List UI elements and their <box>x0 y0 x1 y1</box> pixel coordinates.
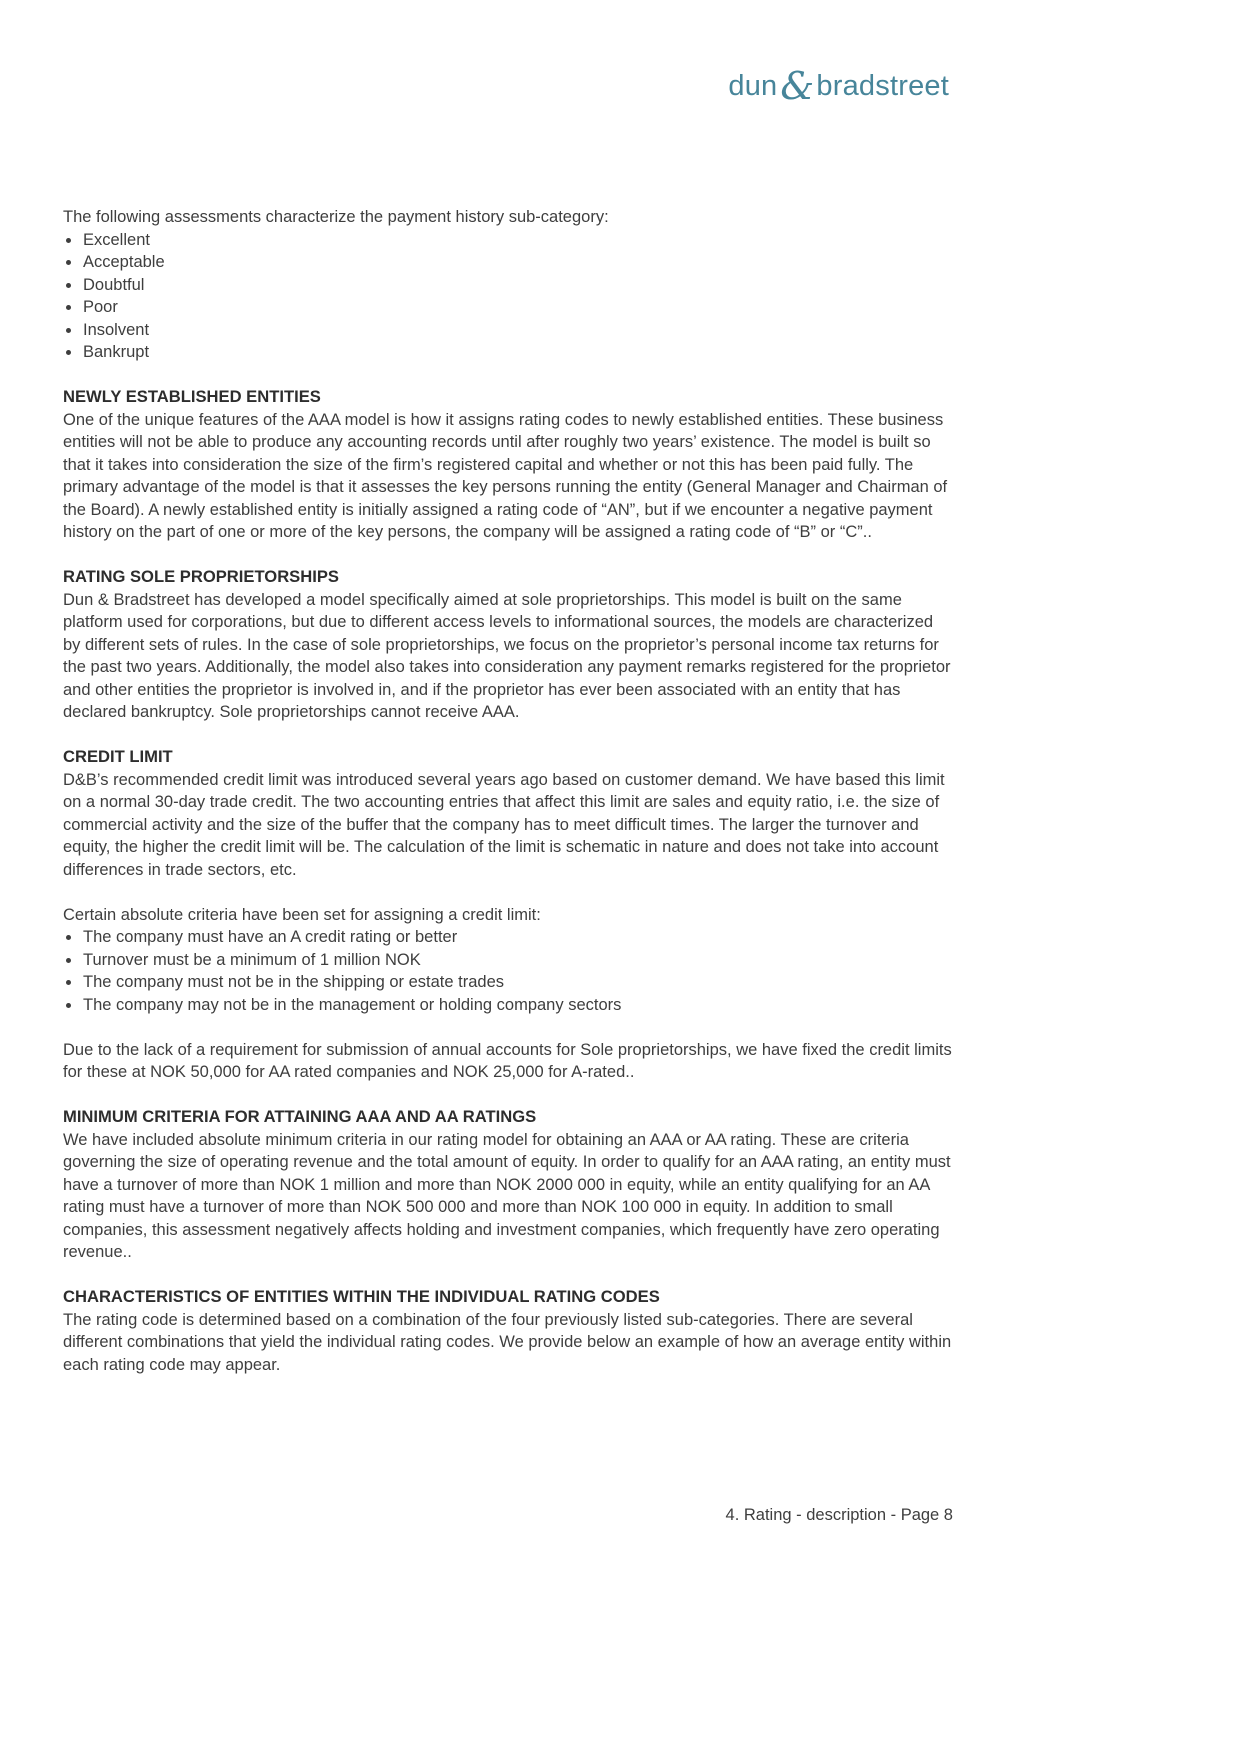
credit-limit-note: Due to the lack of a requirement for submission of annual accounts for Sole proprietorships, we have fixed the credit limits for these at NOK 50,000 for AA rated companies and NOK 25,000 for A-rated.. <box>63 1040 952 1081</box>
list-item: • Turnover must be a minimum of 1 million NOK <box>82 949 953 972</box>
heading-characteristics: CHARACTERISTICS OF ENTITIES WITHIN THE INDIVIDUAL RATING CODES <box>63 1287 660 1306</box>
logo-word-bradstreet: bradstreet <box>816 70 949 102</box>
dnb-logo <box>728 64 949 108</box>
body-rating-sole-proprietorships: Dun & Bradstreet has developed a model specifically aimed at sole proprietorships. This model is built on the same platform used for corporations, but due to different access levels to informational sources, the models are characterized by different sets of rules. In the case of sole proprietorships, we focus on the proprietor’s personal income tax returns for the past two years. Additionally, the model also takes into consideration any payment remarks registered for the proprietor and other entities the proprietor is involved in, and if the proprietor has ever been associated with an entity that has declared bankruptcy. Sole proprietorships cannot receive AAA. <box>63 590 951 721</box>
payment-history-list <box>63 229 953 364</box>
list-item: • Acceptable <box>82 251 953 274</box>
list-item: • Bankrupt <box>82 341 953 364</box>
list-item: • Insolvent <box>82 319 953 342</box>
list-item: • The company must not be in the shipping or estate trades <box>82 971 953 994</box>
list-item: • The company may not be in the management or holding company sectors <box>82 994 953 1017</box>
body-characteristics: The rating code is determined based on a combination of the four previously listed sub-categories. There are several different combinations that yield the individual rating codes. We provide below an example of how an average entity within each rating code may appear. <box>63 1310 952 1374</box>
credit-criteria-lead: Certain absolute criteria have been set for assigning a credit limit: <box>63 905 541 924</box>
list-item: • Poor <box>82 296 953 319</box>
credit-criteria-list <box>63 926 953 1016</box>
heading-newly-established-entities: NEWLY ESTABLISHED ENTITIES <box>63 387 321 406</box>
list-item: • Doubtful <box>82 274 953 297</box>
logo-word-dun: dun <box>728 70 778 102</box>
logo-ampersand-icon: & <box>780 64 815 108</box>
body-newly-established-entities: One of the unique features of the AAA model is how it assigns rating codes to newly established entities. These business entities will not be able to produce any accounting records until after roughly two years’ existence. The model is built so that it takes into consideration the size of the firm’s registered capital and whether or not this has been paid fully. The primary advantage of the model is that it assesses the key persons running the entity (General Manager and Chairman of the Board). A newly established entity is initially assigned a rating code of “AN”, but if we encounter a negative payment history on the part of one or more of the key persons, the company will be assigned a rating code of “B” or “C”.. <box>63 410 948 541</box>
list-item: • The company must have an A credit rating or better <box>82 926 953 949</box>
list-item: • Excellent <box>82 229 953 252</box>
payment-history-lead: The following assessments characterize the payment history sub-category: <box>63 208 609 226</box>
heading-rating-sole-proprietorships: RATING SOLE PROPRIETORSHIPS <box>63 567 339 586</box>
page-footer: 4. Rating - description - Page 8 <box>725 1506 953 1524</box>
body-credit-limit: D&B’s recommended credit limit was introduced several years ago based on customer demand. We have based this limit on a normal 30-day trade credit. The two accounting entries that affect this limit are sales and equity ratio, i.e. the size of commercial activity and the size of the buffer that the company has to meet difficult times. The larger the turnover and equity, the higher the credit limit will be. The calculation of the limit is schematic in nature and does not take into account differences in trade sectors, etc. <box>63 770 945 879</box>
document-body <box>63 206 953 1376</box>
heading-credit-limit: CREDIT LIMIT <box>63 747 173 766</box>
body-minimum-criteria: We have included absolute minimum criteria in our rating model for obtaining an AAA or AA rating. These are criteria governing the size of operating revenue and the total amount of equity. In order to qualify for an AAA rating, an entity must have a turnover of more than NOK 1 million and more than NOK 2000 000 in equity, while an entity qualifying for an AA rating must have a turnover of more than NOK 500 000 and more than NOK 100 000 in equity. In addition to small companies, this assessment negatively affects holding and investment companies, which frequently have zero operating revenue.. <box>63 1130 951 1261</box>
heading-minimum-criteria: MINIMUM CRITERIA FOR ATTAINING AAA AND AA RATINGS <box>63 1107 537 1126</box>
